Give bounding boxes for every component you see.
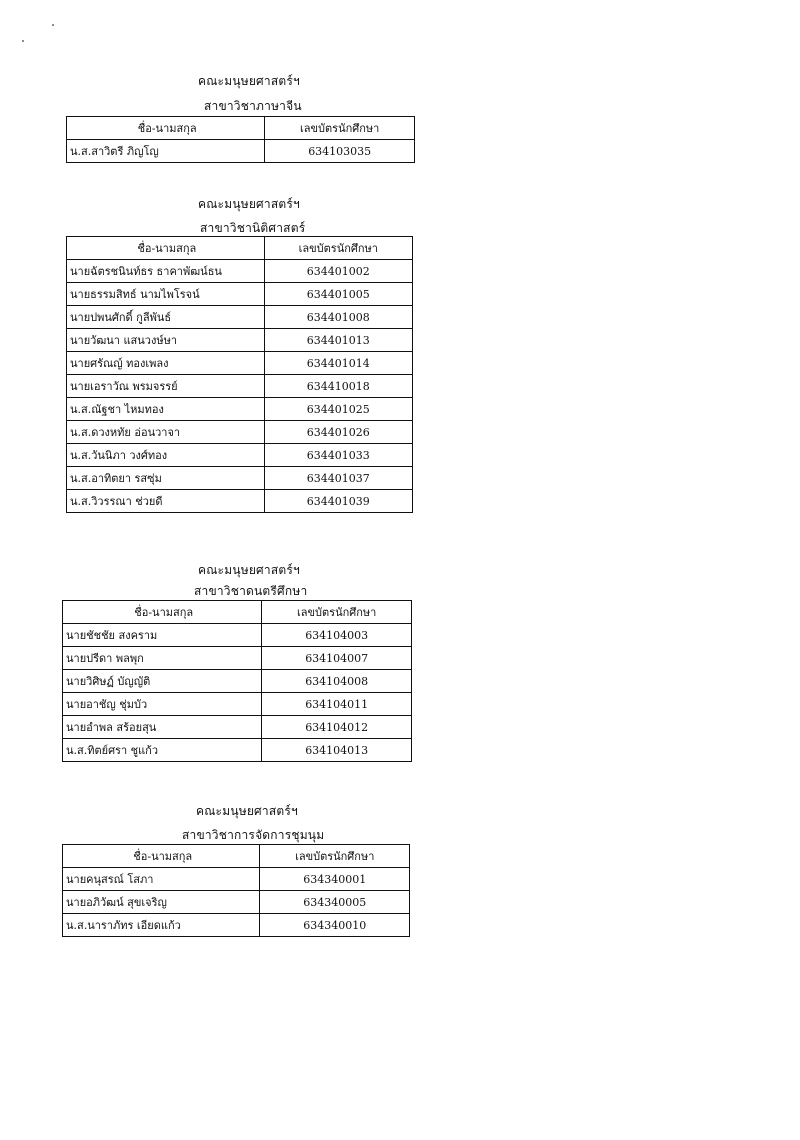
student-name: นายอภิวัฒน์ สุขเจริญ	[63, 891, 260, 914]
faculty-heading-2: คณะมนุษยศาสตร์ฯ	[198, 197, 300, 211]
student-id: 634340005	[260, 891, 410, 914]
student-id: 634401014	[264, 352, 412, 375]
table-row	[67, 260, 413, 283]
header-name: ชื่อ-นามสกุล	[63, 845, 260, 868]
student-id: 634401013	[264, 329, 412, 352]
student-id: 634401037	[264, 467, 412, 490]
table-row	[67, 375, 413, 398]
table-row	[63, 670, 412, 693]
table-row	[63, 693, 412, 716]
student-id: 634104013	[262, 739, 412, 762]
faculty-heading-3: คณะมนุษยศาสตร์ฯ	[198, 563, 300, 577]
table-row	[63, 716, 412, 739]
student-id: 634103035	[265, 140, 415, 163]
header-name: ชื่อ-นามสกุล	[67, 117, 265, 140]
student-name: น.ส.ทิตย์ศรา ชูแก้ว	[63, 739, 262, 762]
student-id: 634340010	[260, 914, 410, 937]
faculty-heading-4: คณะมนุษยศาสตร์ฯ	[196, 804, 298, 818]
header-student-id: เลขบัตรนักศึกษา	[264, 237, 412, 260]
table-row	[63, 868, 410, 891]
student-name: นายวิศิษฏ์ บัญญัติ	[63, 670, 262, 693]
header-name: ชื่อ-นามสกุล	[63, 601, 262, 624]
table-header-row	[63, 845, 410, 868]
table-row	[63, 624, 412, 647]
header-student-id: เลขบัตรนักศึกษา	[265, 117, 415, 140]
header-student-id: เลขบัตรนักศึกษา	[262, 601, 412, 624]
student-id: 634401002	[264, 260, 412, 283]
student-name: นายคนุสรณ์ โสภา	[63, 868, 260, 891]
program-heading-law: สาขาวิชานิติศาสตร์	[200, 221, 306, 235]
student-name: นายชัชชัย สงคราม	[63, 624, 262, 647]
student-id: 634401026	[264, 421, 412, 444]
student-name: นายเอราวัณ พรมจรรย์	[67, 375, 265, 398]
scan-mark	[52, 24, 54, 26]
header-name: ชื่อ-นามสกุล	[67, 237, 265, 260]
student-id: 634104011	[262, 693, 412, 716]
table-row	[63, 914, 410, 937]
student-name: นายศรัณญ์ ทองเพลง	[67, 352, 265, 375]
student-id: 634410018	[264, 375, 412, 398]
table-row	[67, 467, 413, 490]
scan-mark	[22, 40, 24, 42]
program-heading-music-education: สาขาวิชาดนตรีศึกษา	[194, 584, 308, 598]
table-row	[63, 739, 412, 762]
student-name: น.ส.อาทิตยา รสซุ่ม	[67, 467, 265, 490]
table-row	[67, 444, 413, 467]
student-name: น.ส.นาราภัทร เอียดแก้ว	[63, 914, 260, 937]
student-id: 634401005	[264, 283, 412, 306]
student-id: 634401039	[264, 490, 412, 513]
table-row	[67, 490, 413, 513]
program-heading-event-management: สาขาวิชาการจัดการชุมนุม	[182, 828, 325, 842]
student-id: 634104003	[262, 624, 412, 647]
student-name: นายปพนศักดิ์ กูลีพันธ์	[67, 306, 265, 329]
student-name: นายฉัตรชนินท์ธร ธาคาพัฒน์ธน	[67, 260, 265, 283]
student-id: 634340001	[260, 868, 410, 891]
table-row	[67, 306, 413, 329]
table-row	[67, 140, 415, 163]
student-name: น.ส.ดวงหทัย อ่อนวาจา	[67, 421, 265, 444]
student-name: นายวัฒนา แสนวงษ์ษา	[67, 329, 265, 352]
student-id: 634401008	[264, 306, 412, 329]
table-row	[67, 329, 413, 352]
table-row	[67, 352, 413, 375]
student-id: 634104007	[262, 647, 412, 670]
table-row	[67, 283, 413, 306]
student-table-chinese	[66, 116, 415, 163]
student-name: น.ส.ณัฐชา ไหมทอง	[67, 398, 265, 421]
table-header-row	[67, 117, 415, 140]
header-student-id: เลขบัตรนักศึกษา	[260, 845, 410, 868]
student-name: น.ส.วันนิภา วงศ์ทอง	[67, 444, 265, 467]
student-id: 634401033	[264, 444, 412, 467]
student-table-event-management	[62, 844, 410, 937]
table-row	[67, 398, 413, 421]
student-name: นายธรรมสิทธ์ นามไพโรจน์	[67, 283, 265, 306]
table-row	[67, 421, 413, 444]
student-table-law	[66, 236, 413, 513]
student-name: นายอาชัญ ชุ่มบัว	[63, 693, 262, 716]
table-header-row	[63, 601, 412, 624]
table-row	[63, 891, 410, 914]
table-header-row	[67, 237, 413, 260]
student-table-music-education	[62, 600, 412, 762]
program-heading-chinese: สาขาวิชาภาษาจีน	[204, 99, 302, 113]
faculty-heading-1: คณะมนุษยศาสตร์ฯ	[198, 74, 300, 88]
student-id: 634104008	[262, 670, 412, 693]
student-name: น.ส.วิวรรณา ช่วยดี	[67, 490, 265, 513]
student-name: น.ส.สาวิตรี ภิญโญ	[67, 140, 265, 163]
student-name: นายอำพล สร้อยสุน	[63, 716, 262, 739]
student-name: นายปรีดา พลพุก	[63, 647, 262, 670]
student-id: 634401025	[264, 398, 412, 421]
table-row	[63, 647, 412, 670]
student-id: 634104012	[262, 716, 412, 739]
